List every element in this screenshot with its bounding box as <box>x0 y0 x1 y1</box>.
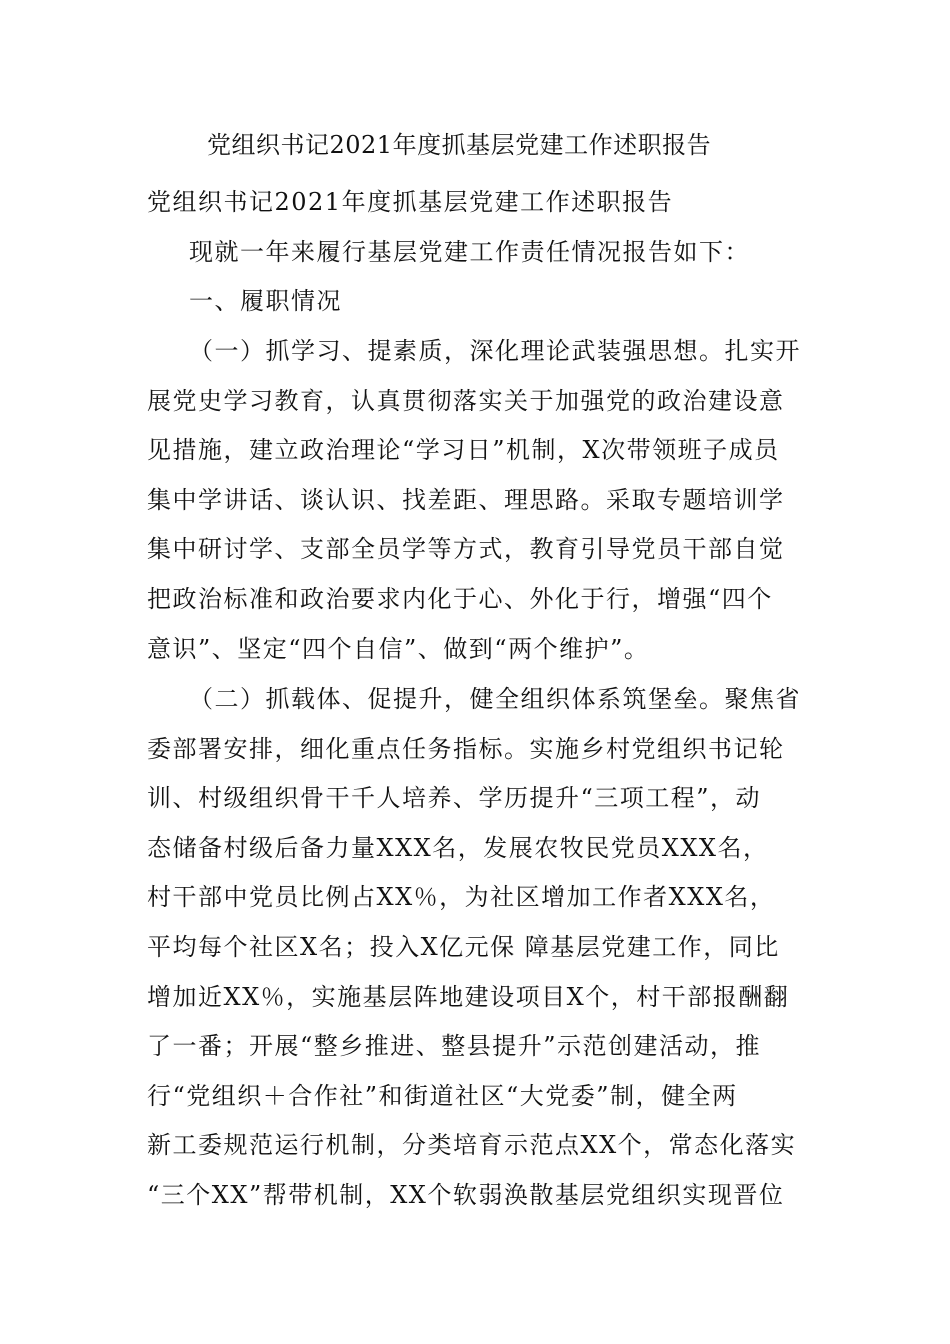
paragraph-line: （一）抓学习、提素质，深化理论武装强思想。扎实开 <box>189 337 801 365</box>
paragraph-line: 集中学讲话、谈认识、找差距、理思路。采取专题培训学 <box>147 485 785 514</box>
document-title: 党组织书记2021年度抓基层党建工作述职报告 <box>207 131 712 159</box>
paragraph-line: 把政治标准和政治要求内化于心、外化于行，增强“四个 <box>147 584 773 613</box>
paragraph-line: 展党史学习教育，认真贯彻落实关于加强党的政治建设意 <box>147 386 785 415</box>
paragraph-line: 集中研讨学、支部全员学等方式，教育引导党员干部自觉 <box>147 535 785 564</box>
paragraph-line: 新工委规范运行机制，分类培育示范点XX个，常态化落实 <box>147 1131 797 1160</box>
paragraph-line: 训、村级组织骨干千人培养、学历提升“三项工程”，动 <box>147 784 762 813</box>
paragraph-study <box>147 327 809 674</box>
document-subtitle: 党组织书记2021年度抓基层党建工作述职报告 <box>147 188 674 216</box>
section-heading-performance: 一、履职情况 <box>189 287 342 315</box>
paragraph-line: 平均每个社区X名；投入X亿元保 障基层党建工作，同比 <box>147 932 780 961</box>
paragraph-line: 行“党组织＋合作社”和街道社区“大党委”制，健全两 <box>147 1081 738 1110</box>
paragraph-line: 村干部中党员比例占XX％，为社区增加工作者XXX名， <box>147 883 776 912</box>
intro-paragraph: 现就一年来履行基层党建工作责任情况报告如下： <box>189 238 750 266</box>
paragraph-line: 态储备村级后备力量XXX名，发展农牧民党员XXX名， <box>147 833 769 862</box>
paragraph-line: 意识”、坚定“四个自信”、做到“两个维护”。 <box>147 634 650 663</box>
paragraph-line: 了一番；开展“整乡推进、整县提升”示范创建活动，推 <box>147 1032 762 1061</box>
paragraph-organization <box>147 675 809 1221</box>
paragraph-line: “三个XX”帮带机制，XX个软弱涣散基层党组织实现晋位 <box>147 1180 785 1209</box>
paragraph-line: 见措施，建立政治理论“学习日”机制，X次带领班子成员 <box>147 436 780 465</box>
paragraph-line: （二）抓载体、促提升，健全组织体系筑堡垒。聚焦省 <box>189 685 801 713</box>
paragraph-line: 委部署安排，细化重点任务指标。实施乡村党组织书记轮 <box>147 734 785 763</box>
paragraph-line: 增加近XX％，实施基层阵地建设项目X个，村干部报酬翻 <box>147 982 790 1011</box>
